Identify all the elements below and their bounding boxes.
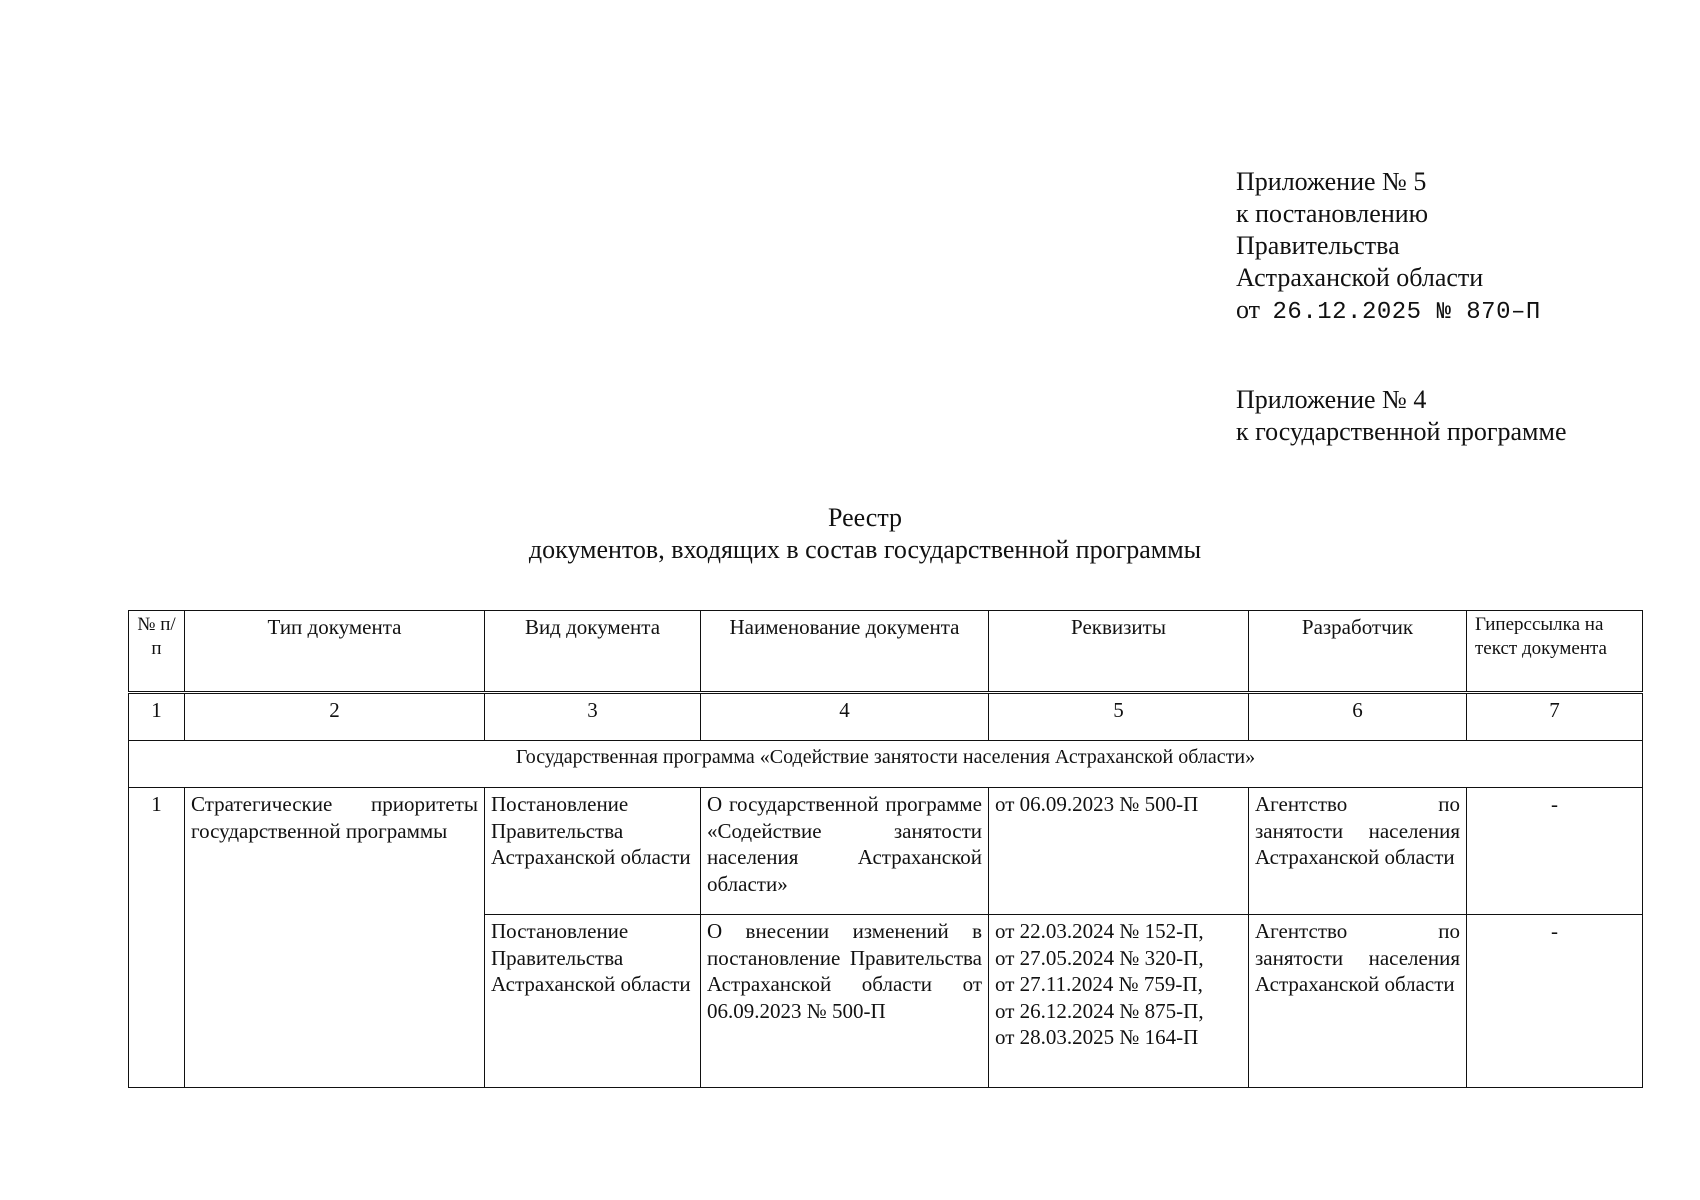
annex-5-line: Астраханской области bbox=[1236, 263, 1484, 292]
column-number: 2 bbox=[185, 693, 485, 741]
details-line: от 06.09.2023 № 500-П bbox=[995, 792, 1199, 816]
annex-5-header bbox=[1236, 166, 1541, 329]
column-header: Гиперссылка на текст документа bbox=[1467, 611, 1643, 693]
column-header: № п/п bbox=[129, 611, 185, 693]
document-kind: Постановление Правительства Астраханской области bbox=[485, 788, 701, 915]
annex-5-line: к постановлению bbox=[1236, 199, 1429, 228]
annex-4-line: Приложение № 4 bbox=[1236, 385, 1427, 414]
row-number: 1 bbox=[129, 788, 185, 1088]
details-line: от 27.11.2024 № 759-П, bbox=[995, 972, 1203, 996]
document-developer: Агентство по занятости населения Астраханской области bbox=[1249, 788, 1467, 915]
section-row bbox=[129, 741, 1643, 788]
document-details bbox=[989, 788, 1249, 915]
column-header: Разработчик bbox=[1249, 611, 1467, 693]
document-developer: Агентство по занятости населения Астраханской области bbox=[1249, 915, 1467, 1088]
details-line: от 27.05.2024 № 320-П, bbox=[995, 945, 1204, 970]
column-number-row bbox=[129, 693, 1643, 741]
registry-table bbox=[128, 610, 1643, 1088]
title-line-2: документов, входящих в состав государственной программы bbox=[528, 535, 1202, 564]
annex-5-line: Правительства bbox=[1236, 231, 1400, 260]
column-header: Наименование документа bbox=[701, 611, 989, 693]
document-link: - bbox=[1467, 788, 1643, 915]
document-link: - bbox=[1467, 915, 1643, 1088]
decree-date-prefix: от bbox=[1236, 295, 1261, 324]
annex-4-header bbox=[1236, 384, 1567, 448]
document-details bbox=[989, 915, 1249, 1088]
column-number: 5 bbox=[989, 693, 1249, 741]
details-line: от 28.03.2025 № 164-П bbox=[995, 1025, 1199, 1049]
section-title: Государственная программа «Содействие занятости населения Астраханской области» bbox=[129, 741, 1643, 788]
column-header: Вид документа bbox=[485, 611, 701, 693]
details-line: от 22.03.2024 № 152-П, bbox=[995, 919, 1204, 943]
column-number: 6 bbox=[1249, 693, 1467, 741]
column-number: 3 bbox=[485, 693, 701, 741]
document-name: О государственной программе «Содействие занятости населения Астраханской области» bbox=[701, 788, 989, 915]
column-number: 4 bbox=[701, 693, 989, 741]
column-header: Тип документа bbox=[185, 611, 485, 693]
title-line-1: Реестр bbox=[827, 503, 903, 532]
annex-5-line: Приложение № 5 bbox=[1236, 167, 1427, 196]
column-header: Реквизиты bbox=[989, 611, 1249, 693]
table-row bbox=[129, 788, 1643, 915]
decree-date-line bbox=[1236, 294, 1541, 329]
annex-4-line: к государственной программе bbox=[1236, 417, 1567, 446]
document-kind: Постановление Правительства Астраханской области bbox=[485, 915, 701, 1088]
column-number: 7 bbox=[1467, 693, 1643, 741]
decree-date-value: 26.12.2025 № 870–П bbox=[1272, 299, 1541, 326]
document-title bbox=[0, 502, 1700, 566]
details-line: от 26.12.2024 № 875-П, bbox=[995, 998, 1204, 1023]
column-number: 1 bbox=[129, 693, 185, 741]
table-header-row bbox=[129, 611, 1643, 693]
document-type: Стратегические приоритеты государственной программы bbox=[185, 788, 485, 1088]
document-name: О внесении изменений в постановление Правительства Астраханской области от 06.09.2023 № 500-П bbox=[701, 915, 989, 1088]
